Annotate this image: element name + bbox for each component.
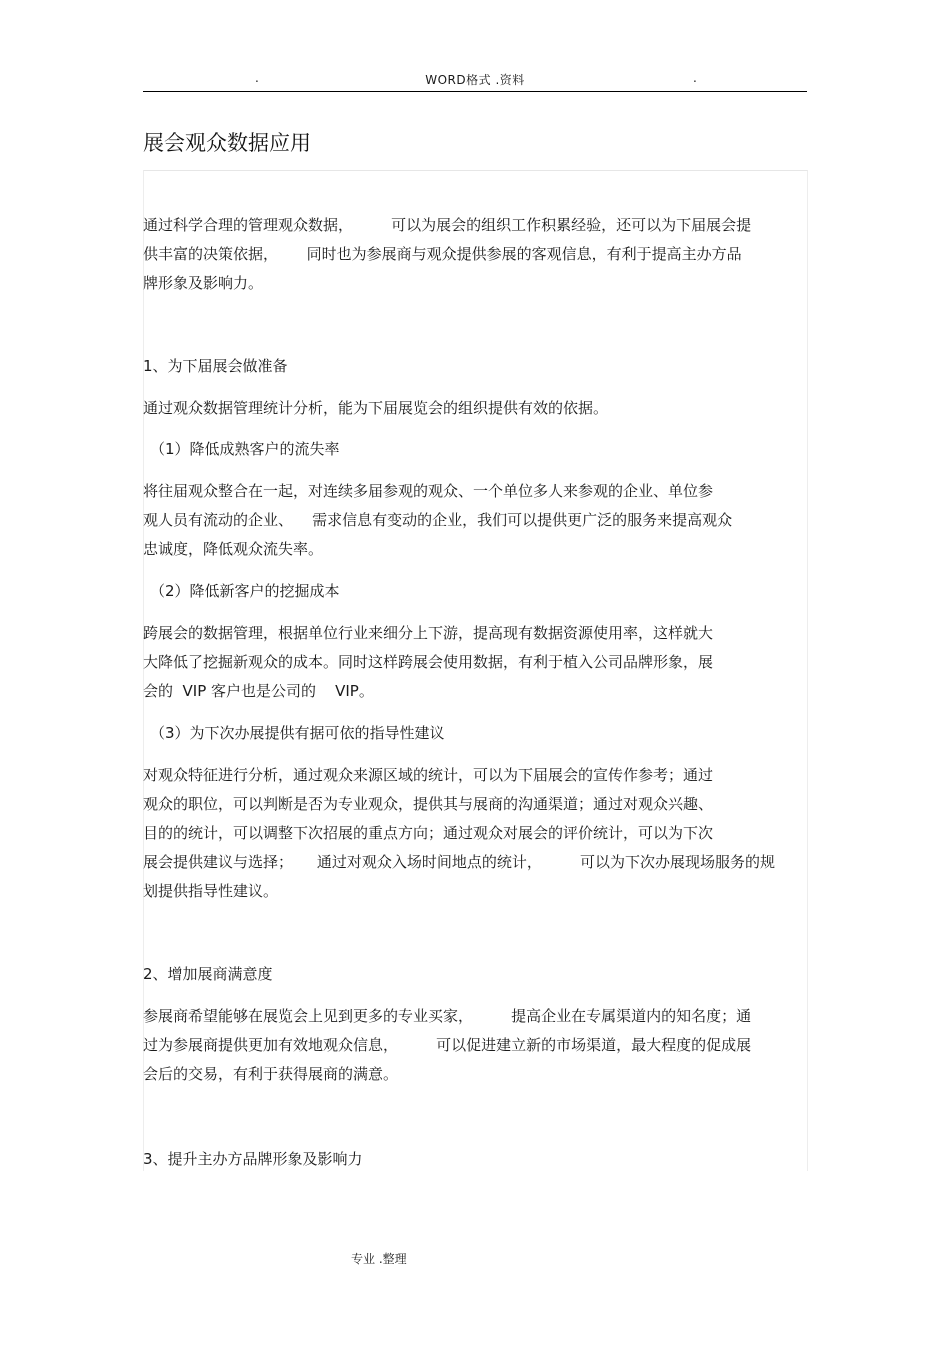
paragraph-line: 忠诚度，降低观众流失率。 [143, 540, 324, 558]
paragraph-line: 大降低了挖掘新观众的成本。同时这样跨展会使用数据，有利于植入公司品牌形象，展 [143, 653, 714, 671]
section-2-paragraph [143, 1002, 793, 1089]
document-title: 展会观众数据应用 [143, 131, 311, 155]
paragraph-line: 通过科学合理的管理观众数据， 可以为展会的组织工作积累经验，还可以为下届展会提 [143, 216, 752, 234]
item-3-title: （3）为下次办展提供有据可依的指导性建议 [150, 724, 445, 742]
header-right-mark: . [693, 71, 697, 85]
paragraph-line: 划提供指导性建议。 [143, 882, 279, 900]
item-3-paragraph [143, 761, 793, 906]
section-2-heading: 2、增加展商满意度 [143, 965, 273, 983]
paragraph-line: 观人员有流动的企业、 需求信息有变动的企业，我们可以提供更广泛的服务来提高观众 [143, 511, 733, 529]
paragraph-line: 跨展会的数据管理，根据单位行业来细分上下游，提高现有数据资源使用率，这样就大 [143, 624, 714, 642]
paragraph-line: 过为参展商提供更加有效地观众信息， 可以促进建立新的市场渠道，最大程度的促成展 [143, 1036, 752, 1054]
page-header [143, 66, 807, 92]
header-title: WORD格式 .资料 [425, 73, 525, 87]
paragraph-line: 将往届观众整合在一起，对连续多届参观的观众、一个单位多人来参观的企业、单位参 [143, 482, 714, 500]
section-1-heading: 1、为下届展会做准备 [143, 357, 288, 375]
section-1-lead [143, 394, 793, 423]
header-left-mark: . [255, 71, 259, 85]
paragraph-line: 供丰富的决策依据， 同时也为参展商与观众提供参展的客观信息，有利于提高主办方品 [143, 245, 742, 263]
paragraph-line: 参展商希望能够在展览会上见到更多的专业买家， 提高企业在专属渠道内的知名度；通 [143, 1007, 752, 1025]
item-1-paragraph [143, 477, 793, 564]
paragraph-line: 观众的职位，可以判断是否为专业观众，提供其与展商的沟通渠道；通过对观众兴趣、 [143, 795, 714, 813]
intro-paragraph [143, 211, 793, 298]
paragraph-line: 展会提供建议与选择； 通过对观众入场时间地点的统计， 可以为下次办展现场服务的规 [143, 853, 775, 871]
paragraph-line: 通过观众数据管理统计分析，能为下届展览会的组织提供有效的依据。 [143, 399, 609, 417]
section-3-heading: 3、提升主办方品牌形象及影响力 [143, 1150, 363, 1168]
paragraph-line: 对观众特征进行分析，通过观众来源区域的统计，可以为下届展会的宣传作参考；通过 [143, 766, 714, 784]
paragraph-line: 目的的统计，可以调整下次招展的重点方向；通过观众对展会的评价统计，可以为下次 [143, 824, 714, 842]
paragraph-line: 会的 VIP 客户也是公司的 VIP。 [143, 682, 374, 700]
paragraph-line: 会后的交易，有利于获得展商的满意。 [143, 1065, 399, 1083]
paragraph-line: 牌形象及影响力。 [143, 274, 264, 292]
item-2-paragraph [143, 619, 793, 706]
page-footer: 专业 .整理 [351, 1252, 407, 1266]
item-1-title: （1）降低成熟客户的流失率 [150, 440, 340, 458]
item-2-title: （2）降低新客户的挖掘成本 [150, 582, 340, 600]
